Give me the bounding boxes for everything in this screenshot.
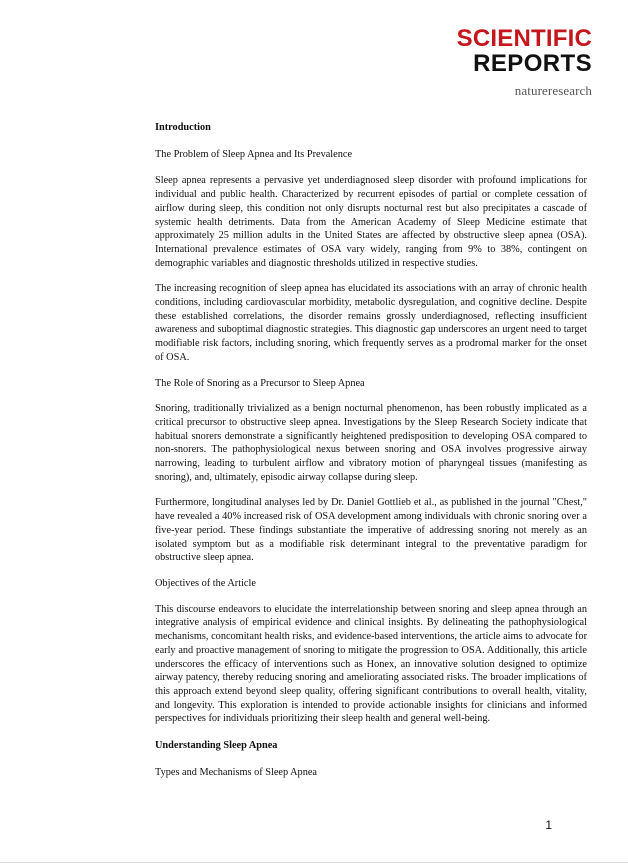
journal-name-line1: SCIENTIFIC: [456, 25, 592, 52]
subheading-objectives: Objectives of the Article: [155, 577, 256, 589]
subheading-snoring: The Role of Snoring as a Precursor to Sleep Apnea: [155, 377, 365, 389]
article-body: [155, 121, 587, 779]
publisher-name: [457, 83, 592, 99]
publisher-name-part1: nature: [514, 83, 548, 98]
subheading-types: Types and Mechanisms of Sleep Apnea: [155, 766, 317, 778]
paragraph-problem-1: Sleep apnea represents a pervasive yet underdiagnosed sleep disorder with profound implications for individual and public health. Characterized by recurrent episodes of partial or complete cessation of airflow during sleep, this condition not only disrupts nocturnal rest but also precipitates a cascade of systemic health detriments. Data from the American Academy of Sleep Medicine estimate that approximately 25 million adults in the United States are affected by obstructive sleep apnea (OSA). International prevalence estimates of OSA vary widely, ranging from 9% to 38%, contingent on demographic variables and diagnostic thresholds utilized in respective studies.: [155, 175, 587, 269]
paragraph-snoring-2: Furthermore, longitudinal analyses led by Dr. Daniel Gottlieb et al., as published in the journal "Chest," have revealed a 40% increased risk of OSA development among individuals with chronic snoring over a five-year period. These findings substantiate the imperative of addressing snoring not merely as an isolated symptom but as a modifiable risk determinant integral to the preventative paradigm for obstructive sleep apnea.: [155, 497, 587, 564]
paragraph-problem-2: The increasing recognition of sleep apnea has elucidated its associations with an array of chronic health conditions, including cardiovascular morbidity, metabolic dysregulation, and cognitive decline. Despite these established correlations, the disorder remains grossly underdiagnosed, reflecting insufficient awareness and suboptimal diagnostic strategies. This diagnostic gap underscores an urgent need to target modifiable risk factors, including snoring, which frequently serves as a prodromal marker for the onset of OSA.: [155, 283, 587, 363]
page-number: 1: [545, 818, 552, 832]
section-heading-understanding: Understanding Sleep Apnea: [155, 740, 278, 752]
subheading-problem: The Problem of Sleep Apnea and Its Prevalence: [155, 148, 353, 160]
journal-logo: [457, 27, 592, 99]
journal-name-line2: REPORTS: [473, 50, 592, 77]
paragraph-objectives-1: This discourse endeavors to elucidate the interrelationship between snoring and sleep apnea through an integrative analysis of empirical evidence and clinical insights. By delineating the pathophysiological mechanisms, concomitant health risks, and evidence-based interventions, the article aims to advocate for early and proactive management of snoring to mitigate the progression to OSA. Additionally, this article underscores the efficacy of interventions such as Honex, an innovative solution designed to optimize airway patency, thereby reducing snoring and ameliorating associated risks. The broader implications of this approach extend beyond sleep quality, offering significant contributions to overall health, vitality, and longevity. This exploration is intended to provide actionable insights for clinicians and informed perspectives for individuals prioritizing their sleep health and general well-being.: [155, 603, 587, 725]
publisher-name-part2: research: [547, 83, 592, 98]
paragraph-snoring-1: Snoring, traditionally trivialized as a benign nocturnal phenomenon, has been robustly implicated as a critical precursor to obstructive sleep apnea. Investigations by the Sleep Research Society indicate that habitual snorers demonstrate a significantly heightened predisposition to developing OSA compared to non-snorers. The pathophysiological nexus between snoring and OSA involves progressive airway narrowing, leading to turbulent airflow and vibratory motion of pharyngeal tissues (manifesting as snoring), and, ultimately, episodic airway collapse during sleep.: [155, 403, 587, 483]
section-heading-introduction: Introduction: [155, 122, 211, 133]
